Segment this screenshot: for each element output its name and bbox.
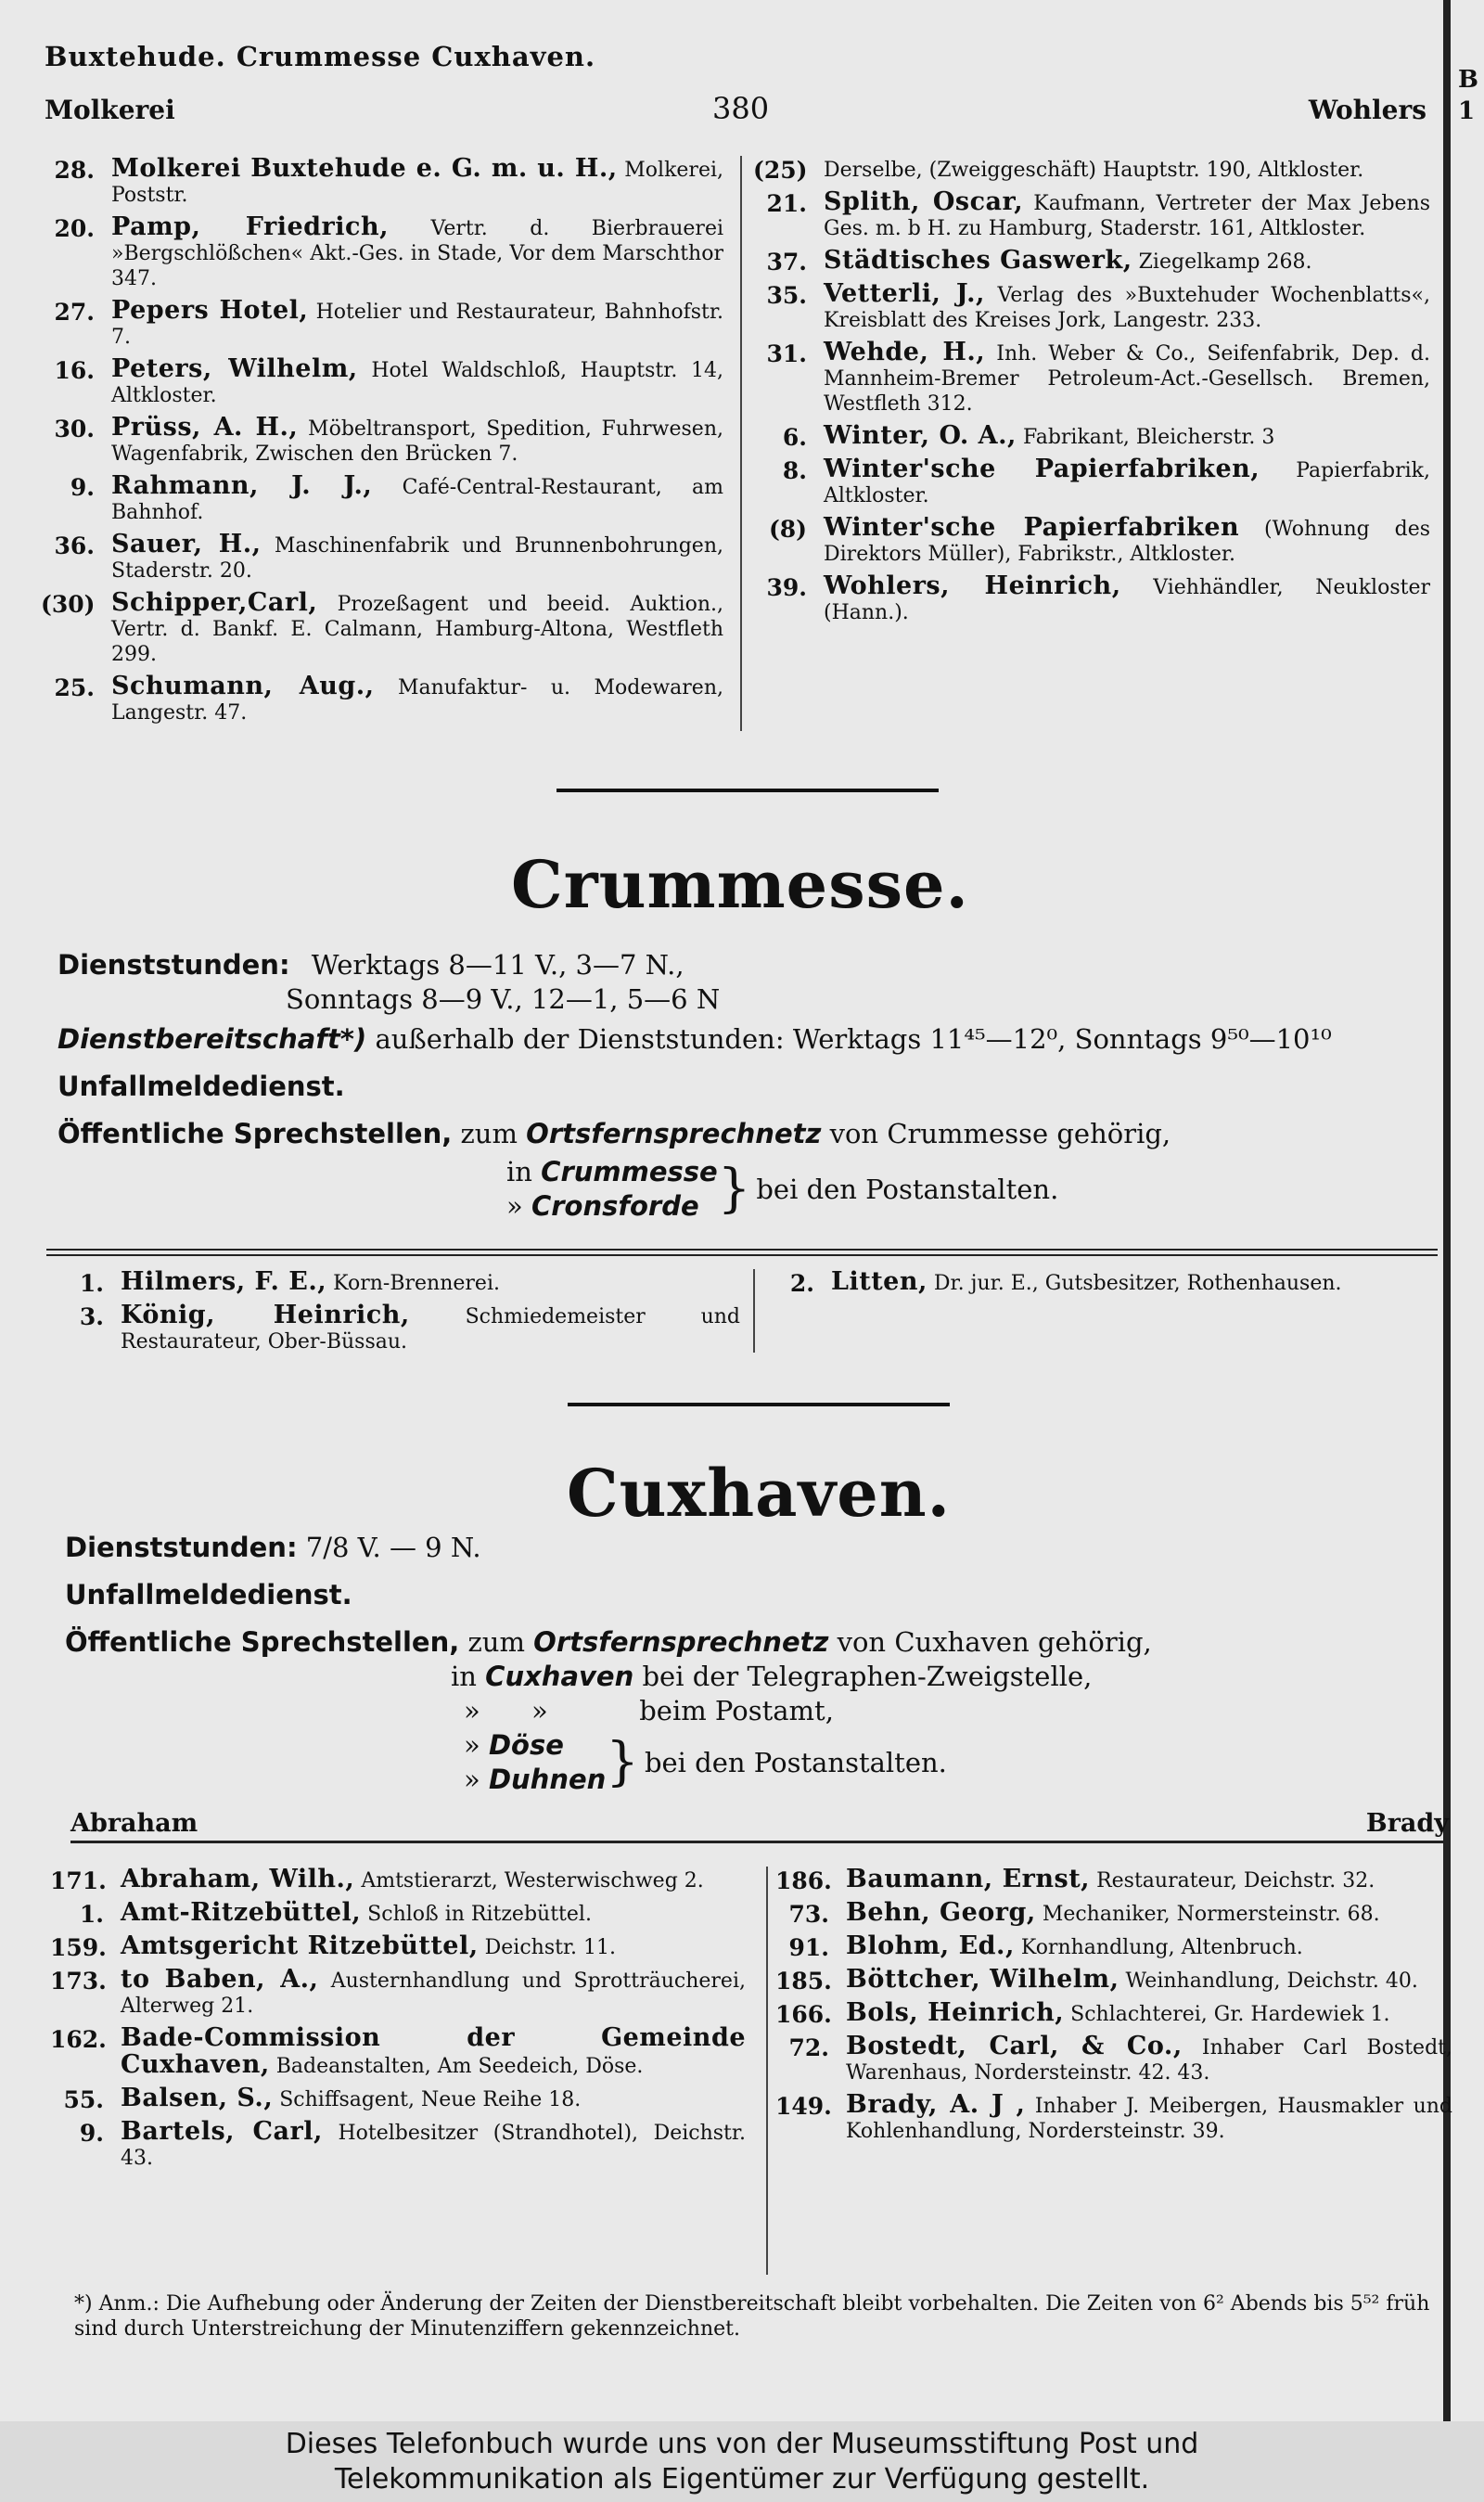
cuxhaven-line2-rest: beim Postamt,	[639, 1695, 834, 1726]
cuxhaven-network-rest: von Cuxhaven gehörig,	[837, 1626, 1152, 1658]
entry-number: 25.	[54, 674, 95, 701]
entry-number: 171.	[50, 1867, 107, 1894]
directory-entry	[50, 2085, 746, 2112]
column-divider	[753, 1269, 755, 1353]
entry-body	[111, 298, 723, 350]
entry-name: Bostedt, Carl, & Co.,	[846, 2032, 1183, 2060]
entry-number: 1.	[79, 1270, 104, 1297]
entry-name: Amtsgericht Ritzebüttel,	[121, 1931, 479, 1960]
directory-entry	[753, 456, 1430, 508]
entry-name: Prüss, A. H.,	[111, 413, 299, 442]
entry-name: Splith, Oscar,	[824, 187, 1024, 216]
directory-entry	[753, 248, 1430, 275]
banner-line-2: Telekommunikation als Eigentümer zur Verfügung gestellt.	[334, 2463, 1150, 2496]
entry-description: Fabrikant, Bleicherstr. 3	[1022, 426, 1275, 449]
entry-number: 35.	[766, 282, 807, 309]
entry-description: Papierfabrik, Altkloster.	[824, 459, 1430, 507]
entry-description: Inhaber Carl Bostedt, Warenhaus, Nordersteinstr. 42. 43.	[846, 2036, 1452, 2085]
entry-name: Städtisches Gaswerk,	[824, 246, 1132, 275]
cuxhaven-hours-text: 7/8 V. — 9 N.	[305, 1532, 481, 1563]
crummesse-accident-service: Unfallmeldedienst.	[58, 1071, 345, 1102]
directory-entry	[775, 1933, 1452, 1960]
entry-number: 73.	[788, 1901, 829, 1928]
entry-number: 39.	[766, 574, 807, 601]
cuxhaven-line1-rest: bei der Telegraphen-Zweigstelle,	[642, 1661, 1093, 1692]
entry-body	[111, 356, 723, 408]
entry-number: (25)	[753, 157, 808, 184]
cuxhaven-place3: Döse	[488, 1729, 564, 1761]
entry-body	[846, 2000, 1452, 2027]
entry-number: 91.	[788, 1934, 829, 1961]
entry-name: Sauer, H.,	[111, 530, 262, 558]
entry-name: Peters, Wilhelm,	[111, 354, 358, 383]
entry-number: 72.	[788, 2034, 829, 2061]
entry-name: Vetterli, J.,	[824, 279, 985, 308]
directory-entry	[50, 1933, 746, 1960]
cuxhaven-line1-place: Cuxhaven	[485, 1661, 634, 1692]
entry-name: Baumann, Ernst,	[846, 1865, 1091, 1893]
buxtehude-left-column	[41, 156, 723, 732]
entry-body	[831, 1269, 1447, 1296]
entry-description: Kaufmann, Vertreter der Max Jebens Ges. m. b H. zu Hamburg, Staderstr. 161, Altkloster.	[824, 192, 1431, 240]
entry-number: 37.	[766, 249, 807, 276]
cuxhaven-first-catchword: Abraham	[70, 1809, 198, 1838]
cuxhaven-line1-prefix: in	[451, 1661, 477, 1692]
entry-description: Prozeßagent und beeid. Auktion., Vertr. d. Bankf. E. Calmann, Hamburg-Altona, Westfleth 299.	[111, 593, 723, 666]
entry-description: Maschinenfabrik und Brunnenbohrungen, Staderstr. 20.	[111, 534, 723, 583]
crummesse-heading: Crummesse.	[511, 846, 969, 923]
cuxhaven-zum: zum	[467, 1626, 525, 1658]
entry-description: Möbeltransport, Spedition, Fuhrwesen, Wagenfabrik, Zwischen den Brücken 7.	[111, 417, 723, 466]
entry-number: 31.	[766, 340, 807, 367]
entry-body	[111, 674, 723, 725]
cuxhaven-section-header	[70, 1809, 1449, 1843]
entry-body	[824, 189, 1430, 241]
directory-entry	[753, 189, 1430, 241]
entry-name: Wehde, H.,	[824, 338, 986, 366]
edge-digit: 1	[1458, 96, 1476, 125]
entry-number: 16.	[54, 357, 95, 384]
directory-entry	[41, 473, 723, 525]
entry-description: Café-Central-Restaurant, am Bahnhof.	[111, 476, 724, 524]
entry-name: Behn, Georg,	[846, 1898, 1036, 1927]
directory-entry	[753, 340, 1430, 417]
entry-body	[824, 423, 1430, 450]
entry-description: Weinhandlung, Deichstr. 40.	[1125, 1970, 1418, 1993]
entry-description: Hotelier und Restaurateur, Bahnhofstr. 7.	[111, 301, 723, 349]
entry-body	[824, 340, 1430, 417]
column-divider	[766, 1867, 768, 2275]
entry-name: Wohlers, Heinrich,	[824, 571, 1121, 600]
cuxhaven-last-catchword: Brady	[1365, 1809, 1449, 1838]
cuxhaven-public-stations-label: Öffentliche Sprechstellen,	[65, 1626, 460, 1658]
entry-description: Molkerei, Poststr.	[111, 159, 723, 207]
entry-number: 2.	[789, 1270, 814, 1297]
directory-entry	[41, 298, 723, 350]
entry-description: Schiffsagent, Neue Reihe 18.	[279, 2088, 582, 2111]
header-left-catchword: Molkerei	[45, 95, 175, 125]
entry-number: 27.	[54, 299, 95, 326]
entry-number: 9.	[79, 2120, 104, 2147]
directory-entry	[41, 156, 723, 208]
entry-name: Amt-Ritzebüttel,	[121, 1898, 362, 1927]
crummesse-zum: zum	[460, 1118, 518, 1149]
entry-name: König, Heinrich,	[121, 1301, 410, 1329]
entry-body	[824, 456, 1430, 508]
directory-entry	[753, 423, 1430, 450]
directory-entry	[775, 1900, 1452, 1927]
entry-description: Schmiedemeister und Restaurateur, Ober-Büssau.	[121, 1305, 740, 1354]
crummesse-place2: Cronsforde	[531, 1190, 699, 1222]
entry-body	[121, 2119, 746, 2171]
entry-description: Manufaktur- u. Modewaren, Langestr. 47.	[111, 676, 723, 725]
edge-letter: B	[1458, 66, 1478, 94]
entry-name: Bartels, Carl,	[121, 2117, 323, 2146]
directory-entry	[50, 1900, 746, 1927]
entry-number: 6.	[782, 424, 807, 451]
entry-body	[824, 248, 1430, 275]
directory-entry	[41, 532, 723, 584]
entry-body	[121, 2085, 746, 2112]
crummesse-network: Ortsfernsprechnetz	[526, 1118, 822, 1149]
entry-number: 186.	[775, 1867, 832, 1894]
entry-name: Balsen, S.,	[121, 2084, 274, 2112]
cuxhaven-right-column	[775, 1867, 1452, 2150]
entry-description: Kornhandlung, Altenbruch.	[1020, 1936, 1303, 1959]
directory-entry	[50, 2025, 746, 2079]
crummesse-info	[58, 948, 1430, 1224]
entry-body	[121, 2025, 746, 2079]
entry-number: 8.	[782, 457, 807, 484]
crummesse-place1-prefix: in	[506, 1156, 532, 1187]
entry-number: 1.	[79, 1901, 104, 1928]
entry-body	[121, 1967, 746, 2019]
page-header	[45, 91, 1426, 132]
entry-body	[846, 1933, 1452, 1960]
entry-name: Pamp, Friedrich,	[111, 212, 389, 241]
entry-name: Pepers Hotel,	[111, 296, 309, 325]
entry-body	[111, 532, 723, 584]
entry-body	[846, 2034, 1452, 2085]
entry-number: 9.	[70, 474, 95, 501]
header-right-catchword: Wohlers	[1308, 95, 1426, 125]
brace-symbol: }	[717, 1159, 751, 1219]
directory-entry	[41, 674, 723, 725]
cuxhaven-left-column	[50, 1867, 746, 2177]
entry-description: Vertr. d. Bierbrauerei »Bergschlößchen« Akt.-Ges. in Stade, Vor dem Marschthor 347.	[111, 217, 723, 290]
entry-name: Abraham, Wilh.,	[121, 1865, 355, 1893]
entry-description: Austernhandlung und Sprotträucherei, Alterweg 21.	[121, 1970, 746, 2018]
entry-name: Molkerei Buxtehude e. G. m. u. H.,	[111, 154, 618, 183]
edge-text	[1458, 65, 1478, 128]
directory-entry	[761, 1269, 1447, 1296]
crummesse-right-column	[761, 1269, 1447, 1302]
entry-body	[111, 415, 723, 467]
crummesse-place1: Crummesse	[541, 1156, 718, 1187]
entry-number: 21.	[766, 190, 807, 217]
entry-description: Restaurateur, Deichstr. 32.	[1096, 1869, 1375, 1893]
entry-description: Mechaniker, Normersteinstr. 68.	[1042, 1903, 1380, 1926]
cuxhaven-hours-label: Dienststunden:	[65, 1532, 298, 1563]
footnote: *) Anm.: Die Aufhebung oder Änderung der Zeiten der Dienstbereitschaft bleibt vorbehalten. Die Zeiten von 6² Abends bis 5⁵² früh sind durch Unterstreichung der Minutenziffern gekennzeichnet.	[74, 2292, 1430, 2341]
entry-body	[121, 1867, 746, 1893]
section-rule	[568, 1403, 950, 1406]
entry-number: (8)	[768, 516, 807, 543]
entry-name: to Baben, A.,	[121, 1965, 319, 1994]
directory-entry	[775, 2092, 1452, 2144]
directory-entry	[50, 2119, 746, 2171]
entry-name: Böttcher, Wilhelm,	[846, 1965, 1119, 1994]
running-head: Buxtehude. Crummesse Cuxhaven.	[45, 41, 596, 72]
crummesse-places-note: bei den Postanstalten.	[756, 1173, 1059, 1205]
double-rule	[46, 1249, 1438, 1256]
entry-description: Amtstierarzt, Westerwischweg 2.	[361, 1869, 704, 1893]
entry-body	[824, 515, 1430, 567]
entry-description: Derselbe, (Zweiggeschäft) Hauptstr. 190, Altkloster.	[824, 159, 1364, 182]
entry-number: (30)	[41, 591, 96, 618]
directory-entry	[50, 1967, 746, 2019]
directory-entry	[753, 573, 1430, 625]
entry-description: Hotelbesitzer (Strandhotel), Deichstr. 43.	[121, 2122, 746, 2170]
directory-entry	[41, 214, 723, 291]
entry-body	[111, 214, 723, 291]
entry-body	[846, 1900, 1452, 1927]
directory-entry	[50, 1867, 746, 1893]
cuxhaven-network: Ortsfernsprechnetz	[533, 1626, 829, 1658]
entry-description: Schloß in Ritzebüttel.	[367, 1903, 592, 1926]
entry-body	[121, 1933, 746, 1960]
entry-number: 173.	[50, 1968, 107, 1995]
entry-description: Viehhändler, Neukloster (Hann.).	[824, 576, 1430, 624]
entry-body	[121, 1269, 740, 1296]
column-divider	[740, 156, 742, 731]
directory-entry	[753, 281, 1430, 333]
entry-number: 149.	[775, 2093, 832, 2120]
entry-name: Schipper,Carl,	[111, 588, 318, 617]
entry-number: 20.	[54, 215, 95, 242]
entry-number: 30.	[54, 416, 95, 443]
crummesse-left-column	[50, 1269, 740, 1361]
entry-name: Winter'sche Papierfabriken	[824, 513, 1240, 542]
entry-body	[111, 156, 723, 208]
directory-entry	[775, 2034, 1452, 2085]
entry-description: (Wohnung des Direktors Müller), Fabrikstr., Altkloster.	[824, 518, 1430, 566]
entry-body	[111, 473, 723, 525]
directory-entry	[775, 2000, 1452, 2027]
crummesse-hours-sundays: Sonntags 8—9 V., 12—1, 5—6 N	[286, 983, 721, 1015]
crummesse-hours-label: Dienststunden:	[58, 949, 290, 981]
entry-number: 55.	[63, 2086, 104, 2113]
entry-description: Korn-Brennerei.	[333, 1272, 500, 1295]
directory-entry	[50, 1269, 740, 1296]
banner-line-1: Dieses Telefonbuch wurde uns von der Museumsstiftung Post und	[285, 2428, 1199, 2460]
entry-name: Blohm, Ed.,	[846, 1931, 1015, 1960]
entry-description: Dr. jur. E., Gutsbesitzer, Rothenhausen.	[933, 1272, 1342, 1295]
buxtehude-right-column	[753, 156, 1430, 632]
directory-entry	[753, 515, 1430, 567]
entry-description: Ziegelkamp 268.	[1138, 250, 1312, 274]
entry-body	[824, 281, 1430, 333]
directory-entry	[775, 1967, 1452, 1994]
directory-entry	[775, 1867, 1452, 1893]
crummesse-standby-text: außerhalb der Dienststunden: Werktags 11⁴⁵—12⁰, Sonntags 9⁵⁰—10¹⁰	[375, 1023, 1332, 1055]
entry-description: Badeanstalten, Am Seedeich, Döse.	[275, 2055, 644, 2078]
entry-name: Schumann, Aug.,	[111, 672, 375, 700]
cuxhaven-places-note: bei den Postanstalten.	[644, 1746, 947, 1778]
entry-body	[846, 1867, 1452, 1893]
entry-name: Brady, A. J ,	[846, 2090, 1026, 2119]
entry-name: Hilmers, F. E.,	[121, 1267, 327, 1296]
entry-name: Winter'sche Papierfabriken,	[824, 455, 1260, 483]
directory-entry	[753, 156, 1430, 183]
cuxhaven-place4: Duhnen	[488, 1764, 607, 1795]
entry-body	[111, 590, 723, 667]
crummesse-hours-weekdays: Werktags 8—11 V., 3—7 N.,	[311, 949, 684, 981]
entry-body	[121, 1900, 746, 1927]
crummesse-network-rest: von Crummesse gehörig,	[829, 1118, 1171, 1149]
entry-body	[824, 573, 1430, 625]
entry-number: 159.	[50, 1934, 107, 1961]
entry-description: Inhaber J. Meibergen, Hausmakler und Kohlenhandlung, Nordersteinstr. 39.	[846, 2095, 1452, 2143]
entry-name: Rahmann, J. J.,	[111, 471, 373, 500]
section-rule	[556, 789, 939, 792]
entry-description: Verlag des »Buxtehuder Wochenblatts«, Kreisblatt des Kreises Jork, Langestr. 233.	[824, 284, 1430, 332]
entry-name: Winter, O. A.,	[824, 421, 1017, 450]
crummesse-public-stations-label: Öffentliche Sprechstellen,	[58, 1118, 453, 1149]
entry-body	[824, 156, 1430, 183]
entry-body	[846, 1967, 1452, 1994]
brace-symbol: }	[606, 1732, 639, 1792]
directory-entry	[41, 590, 723, 667]
entry-name: Litten,	[831, 1267, 928, 1296]
page-number: 380	[712, 91, 770, 126]
entry-name: Bade-Commission der Gemeinde Cuxhaven,	[121, 2023, 746, 2079]
copyright-banner	[0, 2421, 1484, 2502]
entry-description: Inh. Weber & Co., Seifenfabrik, Dep. d. Mannheim-Bremer Petroleum-Act.-Gesellsch. Bremen, Westfleth 312.	[824, 342, 1430, 416]
entry-number: 185.	[775, 1968, 832, 1995]
cuxhaven-accident-service: Unfallmeldedienst.	[65, 1579, 352, 1610]
entry-body	[846, 2092, 1452, 2144]
entry-description: Schlachterei, Gr. Hardewiek 1.	[1070, 2003, 1390, 2026]
entry-number: 28.	[54, 157, 95, 184]
directory-entry	[50, 1302, 740, 1354]
entry-body	[121, 1302, 740, 1354]
entry-name: Bols, Heinrich,	[846, 1998, 1065, 2027]
entry-description: Hotel Waldschloß, Hauptstr. 14, Altkloster.	[111, 359, 723, 407]
cuxhaven-heading: Cuxhaven.	[566, 1455, 952, 1532]
entry-number: 3.	[79, 1303, 104, 1330]
entry-description: Deichstr. 11.	[484, 1936, 617, 1959]
cuxhaven-line2-prefix: » »	[464, 1695, 548, 1726]
directory-entry	[41, 356, 723, 408]
crummesse-standby-label: Dienstbereitschaft*)	[58, 1023, 367, 1055]
entry-number: 162.	[50, 2026, 107, 2053]
crummesse-place2-prefix: »	[506, 1190, 523, 1222]
entry-number: 166.	[775, 2001, 832, 2028]
entry-number: 36.	[54, 532, 95, 559]
cuxhaven-info: Dienststunden: 7/8 V. — 9 N. Unfallmeldedienst. Öffentliche Sprechstellen, zum Ortsfernsprechnetz von Cuxhaven gehörig, in Cuxhaven bei der Telegraphen-Zweigstelle, » » beim Postamt, » Döse » Duhnen } bei den Postanstalten.	[65, 1531, 1438, 1797]
directory-entry	[41, 415, 723, 467]
